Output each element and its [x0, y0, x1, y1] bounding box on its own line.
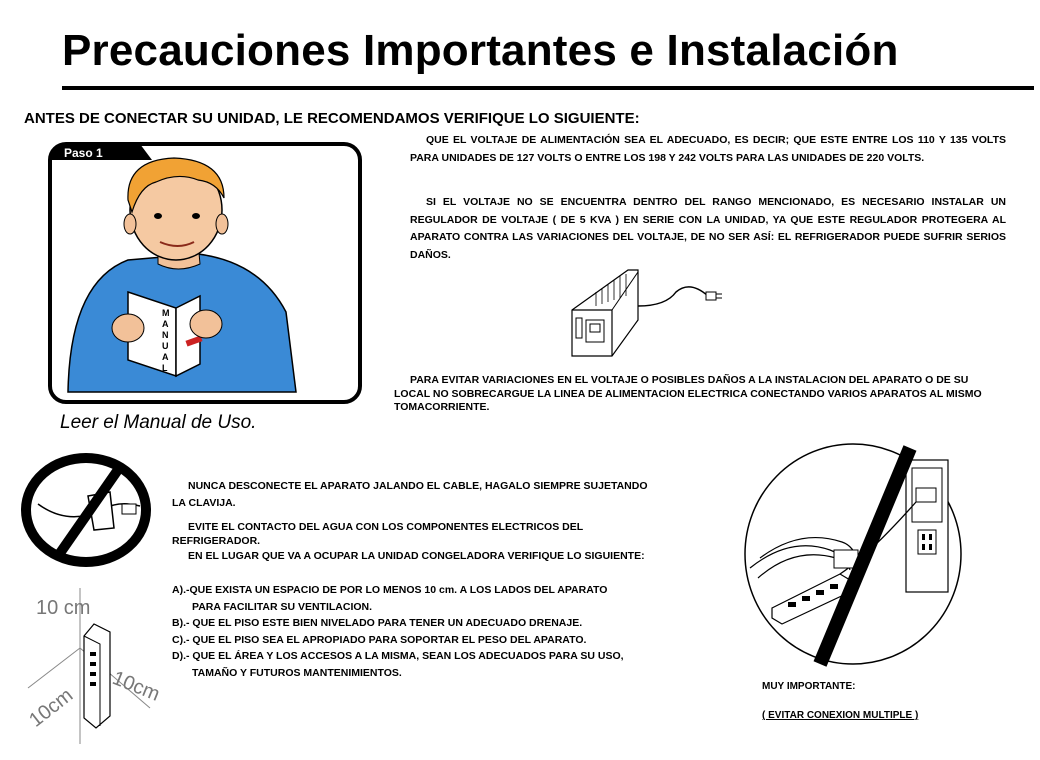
- location-intro: EN EL LUGAR QUE VA A OCUPAR LA UNIDAD CONGELADORA VERIFIQUE LO SIGUIENTE:: [188, 550, 645, 562]
- clearance-label-top: 10 cm: [36, 597, 91, 619]
- cable-paragraph: NUNCA DESCONECTE EL APARATO JALANDO EL CABLE, HAGALO SIEMPRE SUJETANDO LA CLAVIJA.: [172, 480, 648, 509]
- book-letters: [162, 308, 176, 374]
- location-list: [172, 582, 634, 681]
- clearance-label-right: 10cm: [109, 667, 163, 706]
- voltage-regulator-illustration: [566, 266, 726, 360]
- book-letter: M: [162, 308, 170, 318]
- book-letter: L: [162, 363, 168, 373]
- no-multiple-connection-icon: [740, 438, 966, 670]
- avoid-multiple-connection-label: ( EVITAR CONEXION MULTIPLE ): [762, 710, 919, 721]
- title-divider: [62, 86, 1034, 90]
- reading-manual-illustration: [48, 142, 364, 406]
- water-paragraph: EVITE EL CONTACTO DEL AGUA CON LOS COMPONENTES ELECTRICOS DEL REFRIGERADOR.: [172, 521, 583, 547]
- voltage-paragraph: QUE EL VOLTAJE DE ALIMENTACIÓN SEA EL ADECUADO, ES DECIR; QUE ESTE ENTRE LOS 110 Y 135 VOLTS PARA UNIDADES DE 127 VOLTS O ENTRE LOS 198 Y 242 VOLTS PARA LAS UNIDADES DE 220 VOLTS.: [410, 134, 1006, 164]
- book-letter: A: [162, 319, 169, 329]
- list-item: C).- QUE EL PISO SEA EL APROPIADO PARA SOPORTAR EL PESO DEL APARATO.: [172, 633, 587, 646]
- list-item: A).-QUE EXISTA UN ESPACIO DE POR LO MENOS 10 cm. A LOS LADOS DEL APARATO PARA FACILITAR SU VENTILACION.: [172, 584, 608, 613]
- step1-caption: Leer el Manual de Uso.: [60, 412, 257, 433]
- important-label: MUY IMPORTANTE:: [762, 681, 856, 692]
- list-item: D).- QUE EL ÁREA Y LOS ACCESOS A LA MISMA, SEAN LOS ADECUADOS PARA SU USO, TAMAÑO Y FUTUROS MANTENIMIENTOS.: [172, 650, 624, 679]
- step-badge: Paso 1: [64, 146, 103, 160]
- clearance-label-left: 10cm: [25, 684, 78, 732]
- section-subtitle: ANTES DE CONECTAR SU UNIDAD, LE RECOMENDAMOS VERIFIQUE LO SIGUIENTE:: [24, 110, 640, 127]
- no-pull-cable-icon: [18, 452, 158, 568]
- book-letter: A: [162, 352, 169, 362]
- page-title: Precauciones Importantes e Instalación: [62, 26, 899, 75]
- clearance-illustration: [20, 588, 170, 748]
- overload-paragraph: PARA EVITAR VARIACIONES EN EL VOLTAJE O POSIBLES DAÑOS A LA INSTALACION DEL APARATO O DE SU LOCAL NO SOBRECARGUE LA LINEA DE ALIMENTACION ELECTRICA CONECTANDO VARIOS APARATOS AL MISMO TOMACORRIENTE.: [394, 374, 982, 413]
- book-letter: N: [162, 330, 169, 340]
- list-item: B).- QUE EL PISO ESTE BIEN NIVELADO PARA TENER UN ADECUADO DRENAJE.: [172, 617, 583, 629]
- regulator-paragraph: SI EL VOLTAJE NO SE ENCUENTRA DENTRO DEL RANGO MENCIONADO, ES NECESARIO INSTALAR UN REGULADOR DE VOLTAJE ( DE 5 KVA ) EN SERIE CON LA UNIDAD, YA QUE ESTE REGULADOR PROTEGERA AL APARATO CONTRA LAS VARIACIONES DEL VOLTAJE, DE NO SER ASÍ: EL REFRIGERADOR PUEDE SUFRIR SERIOS DAÑOS.: [410, 196, 1006, 261]
- book-letter: U: [162, 341, 169, 351]
